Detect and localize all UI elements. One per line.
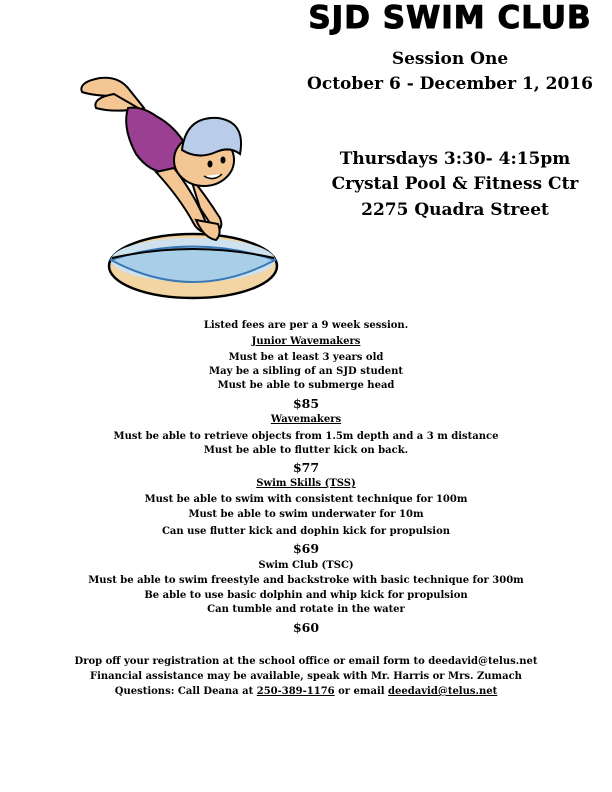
questions-prefix: Questions: Call Deana at xyxy=(114,686,257,697)
diving-swimmer-illustration xyxy=(70,68,286,308)
requirement: Must be able to swim with consistent technique for 100m xyxy=(144,494,468,505)
session-label: Session One xyxy=(391,49,509,69)
price-swim-club: $60 xyxy=(292,620,320,635)
fees-note: Listed fees are per a 9 week session. xyxy=(203,320,409,331)
session-dates: October 6 - December 1, 2016 xyxy=(307,74,593,94)
footer-assistance: Financial assistance may be available, speak with Mr. Harris or Mrs. Zumach xyxy=(90,671,522,682)
page-title: SJD SWIM CLUB xyxy=(308,0,592,36)
requirement: Must be at least 3 years old xyxy=(228,352,384,363)
pool-address: 2275 Quadra Street xyxy=(361,200,549,220)
level-name-junior-wavemakers: Junior Wavemakers xyxy=(251,336,361,347)
level-name-swim-club: Swim Club (TSC) xyxy=(258,560,354,571)
email-link[interactable]: deedavid@telus.net xyxy=(388,686,498,697)
class-time: Thursdays 3:30- 4:15pm xyxy=(339,149,571,169)
requirement: Be able to use basic dolphin and whip kick for propulsion xyxy=(144,590,468,601)
footer-questions xyxy=(20,686,592,697)
requirement: Must be able to flutter kick on back. xyxy=(203,445,409,456)
questions-mid: or email xyxy=(334,686,389,697)
requirement: Can use flutter kick and dophin kick for propulsion xyxy=(161,526,451,537)
requirement: Must be able to submerge head xyxy=(217,380,395,391)
phone-link[interactable]: 250-389-1176 xyxy=(256,686,335,697)
level-name-wavemakers: Wavemakers xyxy=(270,414,342,425)
requirement: Can tumble and rotate in the water xyxy=(207,604,405,615)
footer-registration: Drop off your registration at the school office or email form to deedavid@telus.net xyxy=(74,656,538,667)
requirement: Must be able to retrieve objects from 1.5m depth and a 3 m distance xyxy=(113,431,499,442)
level-name-swim-skills: Swim Skills (TSS) xyxy=(256,478,356,489)
pool-name: Crystal Pool & Fitness Ctr xyxy=(331,174,579,194)
requirement: Must be able to swim underwater for 10m xyxy=(188,509,424,520)
price-swim-skills: $69 xyxy=(292,541,320,556)
requirement: May be a sibling of an SJD student xyxy=(209,366,403,377)
price-junior-wavemakers: $85 xyxy=(292,396,320,411)
price-wavemakers: $77 xyxy=(292,460,320,475)
requirement: Must be able to swim freestyle and backstroke with basic technique for 300m xyxy=(88,575,524,586)
